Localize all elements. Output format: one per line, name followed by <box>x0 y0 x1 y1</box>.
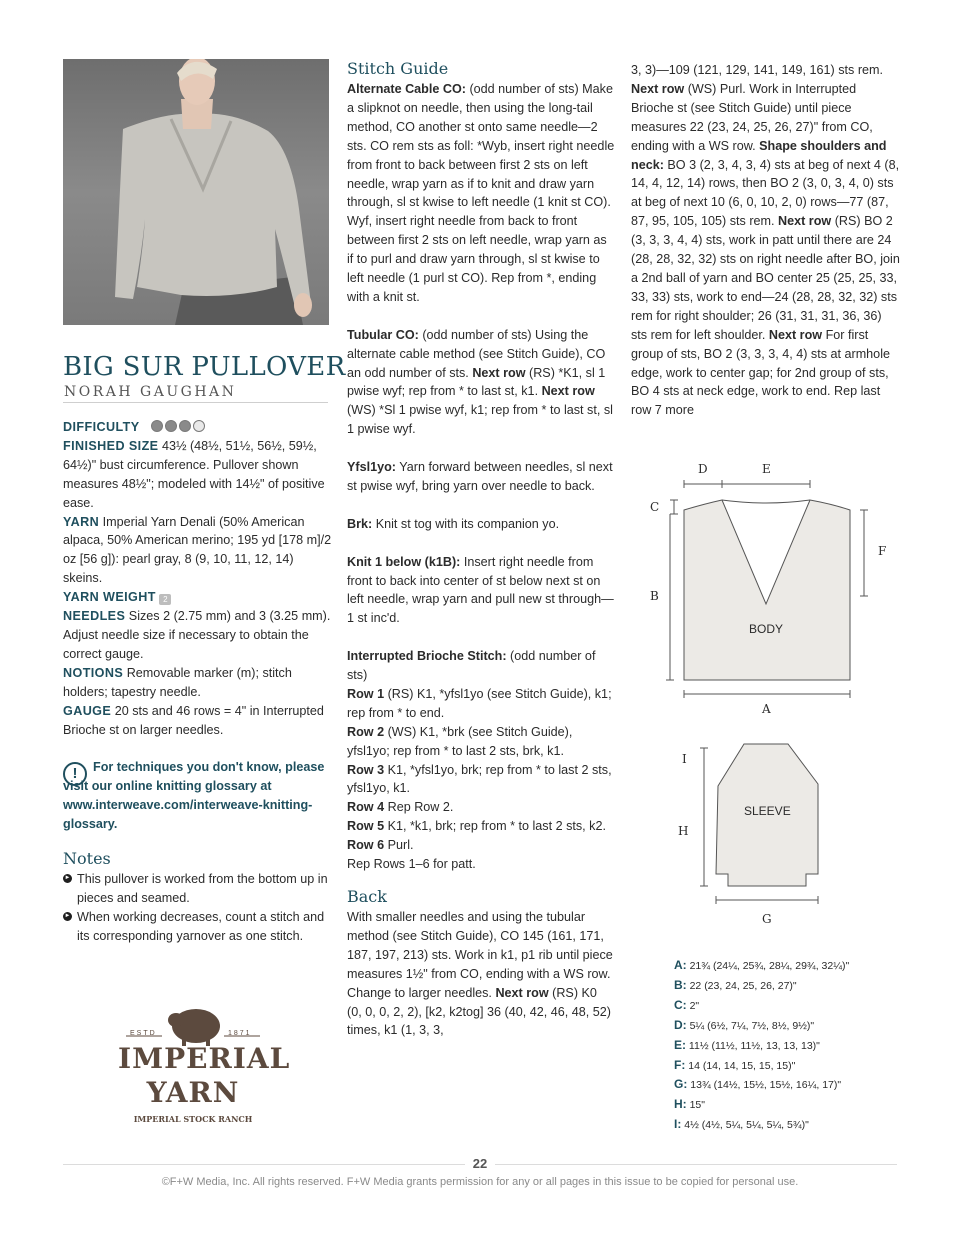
spec-yarn: YARN Imperial Yarn Denali (50% American alpaca, 50% American merino; 195 yd [178 m]/2 oz [56 g]): pearl gray, 8 (9, 10, 11, 12, 14) skeins. <box>63 514 332 586</box>
measurement-item: E: 11½ (11½, 11½, 13, 13, 13)" <box>674 1037 820 1052</box>
notes-heading: Notes <box>63 849 111 868</box>
row-instruction: Row 1 (RS) K1, *yfsl1yo (see Stitch Guide), k1; rep from * to end. <box>347 686 612 720</box>
difficulty-dot-filled-icon <box>151 420 163 432</box>
note-item: ► This pullover is worked from the bottom up in pieces and seamed. <box>64 872 328 905</box>
alt-cable-co: Alternate Cable CO: (odd number of sts) Make a slipknot on needle, then using the long-tail method, CO another st onto same needle—2 sts. CO rem sts as foll: *Wyb, insert right needle from front to back between first 2 sts on left needle, wrap yarn as if to knit and draw yarn through, sl st kwise to left needle (1 knit st CO). Wyf, insert right needle from back to front between first 2 sts on left needle, wrap yarn as if to purl and draw yarn through, sl st kwise to left needle (1 purl st CO). Rep from *, ending with a knit st. <box>347 82 615 304</box>
back-heading: Back <box>347 886 387 906</box>
row-instruction: Row 6 Purl. <box>347 838 414 853</box>
row-instruction: Row 3 K1, *yfsl1yo, brk; rep from * to last 2 sts, yfsl1yo, k1. <box>347 762 612 796</box>
difficulty-dot-empty-icon <box>193 420 205 432</box>
k1b-def: Knit 1 below (k1B): Insert right needle from front to back into center of st below next st on left needle, wrap yarn and pull new st through—1 st inc'd. <box>347 554 614 626</box>
measurement-item: H: 15" <box>674 1097 706 1112</box>
dim-label-h: H <box>678 824 689 838</box>
spec-notions: NOTIONS Removable marker (m); stitch holders; tapestry needle. <box>63 665 292 699</box>
back-instructions: With smaller needles and using the tubular method (see Stitch Guide), CO 145 (161, 171, 187, 197, 213) sts. Work in k1, p1 rib until piece measures 1½" from CO, ending with a WS row. Change to larger needles. Next row (RS) K0 (0, 0, 0, 2, 2), [k2, k2tog] 36 (40, 42, 46, 48, 52) times, k1 (1, 3, 3, <box>347 909 613 1038</box>
stitch-guide-heading: Stitch Guide <box>347 59 449 78</box>
back-continued <box>631 61 901 420</box>
measurements-list <box>674 956 900 1135</box>
body-label: BODY <box>749 622 784 636</box>
notes-list <box>63 870 333 946</box>
spec-finished-size: FINISHED SIZE 43½ (48½, 51½, 56½, 59½, 64½)" bust circumference. Pullover shown measures 48½"; modeled with 14½" of positive ease. <box>63 438 325 510</box>
spec-gauge: GAUGE 20 sts and 46 rows = 4" in Interrupted Brioche st on larger needles. <box>63 703 324 737</box>
info-icon: ! <box>63 762 87 786</box>
logo-tagline: IMPERIAL STOCK RANCH <box>133 1114 253 1124</box>
interrupted-brioche-def: Interrupted Brioche Stitch: (odd number of sts) <box>347 649 596 683</box>
spec-label: DIFFICULTY <box>63 420 140 434</box>
spec-needles: NEEDLES Sizes 2 (2.75 mm) and 3 (3.25 mm). Adjust needle size if necessary to obtain the correct gauge. <box>63 609 331 661</box>
brk-def: Brk: Knit st tog with its companion yo. <box>347 516 560 531</box>
measurement-item: G: 13¾ (14½, 15½, 15½, 16¼, 17)" <box>674 1077 842 1092</box>
dim-label-a: A <box>762 702 771 716</box>
arrow-bullet-icon: ► <box>64 912 71 919</box>
model-photo <box>63 59 329 325</box>
yfsl1yo-def: Yfsl1yo: Yarn forward between needles, sl next st pwise wyf, bring yarn over needle to back. <box>347 460 613 493</box>
difficulty-dot-filled-icon <box>165 420 177 432</box>
specs-block <box>63 418 333 739</box>
dim-label-f: F <box>878 544 887 558</box>
logo-wordmark-line2: YARN <box>146 1076 240 1109</box>
schematic-diagram <box>636 458 896 938</box>
designer-name: NORAH GAUGHAN <box>64 384 237 400</box>
measurement-item: I: 4½ (4½, 5¼, 5¼, 5¼, 5¾)" <box>674 1117 809 1132</box>
logo-year: 1871 <box>228 1030 252 1037</box>
yarn-weight-icon: 2 <box>159 594 171 605</box>
row-instruction: Row 4 Rep Row 2. <box>347 800 454 815</box>
techniques-note[interactable]: For techniques you don't know, please visit our online knitting glossary at www.interweave.com/interweave-knitting-glossary. <box>63 760 325 831</box>
stitch-guide-section <box>347 58 615 1040</box>
note-item: ► When working decreases, count a stitch and its corresponding yarnover as one stitch. <box>64 909 325 943</box>
model-photo-illustration <box>63 59 329 325</box>
dim-label-d: D <box>698 462 708 476</box>
difficulty-rating <box>151 420 207 434</box>
title-divider <box>63 402 328 403</box>
rep-rows: Rep Rows 1–6 for patt. <box>347 857 476 872</box>
spec-yarn-weight: YARN WEIGHT 2 <box>63 588 333 607</box>
measurement-item: F: 14 (14, 14, 15, 15, 15)" <box>674 1057 796 1072</box>
logo-wordmark-line1: IMPERIAL <box>118 1042 291 1075</box>
row-instruction: Row 5 K1, *k1, brk; rep from * to last 2 sts, k2. <box>347 819 606 834</box>
dim-label-c: C <box>650 500 660 514</box>
sleeve-label: SLEEVE <box>744 804 791 818</box>
measurement-item: D: 5¼ (6½, 7¼, 7½, 8½, 9½)" <box>674 1017 815 1032</box>
measurement-item: B: 22 (23, 24, 25, 26, 27)" <box>674 977 797 992</box>
dim-label-e: E <box>762 462 771 476</box>
arrow-bullet-icon: ► <box>64 875 71 881</box>
imperial-yarn-logo <box>118 1004 291 1132</box>
dim-label-g: G <box>762 912 772 926</box>
tubular-co: Tubular CO: (odd number of sts) Using the alternate cable method (see Stitch Guide), CO an odd number of sts. Next row (RS) *K1, sl 1 pwise wyf; rep from * to last st, k1. Next row (WS) *Sl 1 pwise wyf, k1; rep from * to last st, sl 1 pwise wyf. <box>347 327 613 437</box>
notes-section <box>63 848 333 946</box>
dim-label-i: I <box>682 752 687 766</box>
back-instructions-continued: 3, 3)—109 (121, 129, 141, 149, 161) sts rem. Next row (WS) Purl. Work in Interrupted Brioche st (see Stitch Guide) until piece measures 22 (23, 24, 25, 26, 27)" from CO, ending with a WS row. Shape shoulders and neck: BO 3 (2, 3, 4, 3, 4) sts at beg of next 4 (8, 14, 4, 12, 14) rows, then BO 2 (3, 0, 3, 4, 0) sts at beg of next 10 (6, 0, 10, 2, 0) rows—77 (87, 87, 95, 105, 105) sts rem. Next row (RS) BO 2 (3, 3, 3, 4, 4) sts, work in patt until there are 24 (28, 28, 32, 32) sts on right needle after BO, join a 2nd ball of yarn and BO center 25 (25, 25, 33, 33, 33) sts, work to end—24 (28, 28, 32, 32) sts rem for right shoulder; 26 (31, 31, 31, 36, 36) sts rem for left shoulder. Next row For first group of sts, BO 2 (3, 3, 3, 4, 4) sts at armhole edge, work to center gap; for 2nd group of sts, BO 4 sts at neck edge, work to end. Rep last row 7 more <box>631 63 900 418</box>
measurement-item: A: 21¾ (24¼, 25¾, 28¼, 29¾, 32¼)" <box>674 958 850 972</box>
difficulty-dot-filled-icon <box>179 420 191 432</box>
schematic-svg <box>636 458 896 938</box>
copyright-notice: ©F+W Media, Inc. All rights reserved. F+W Media grants permission for any or all pages in this issue to be copied for personal use. <box>161 1176 799 1188</box>
measurement-item: C: 2" <box>674 997 700 1012</box>
pattern-title: BIG SUR PULLOVER <box>63 352 346 382</box>
page-number: 22 <box>0 1156 960 1171</box>
spec-difficulty <box>63 418 333 437</box>
row-instruction: Row 2 (WS) K1, *brk (see Stitch Guide), yfsl1yo; rep from * to last 2 sts, brk, k1. <box>347 724 573 758</box>
logo-estd: ESTD <box>130 1030 157 1037</box>
dim-label-b: B <box>650 589 659 603</box>
